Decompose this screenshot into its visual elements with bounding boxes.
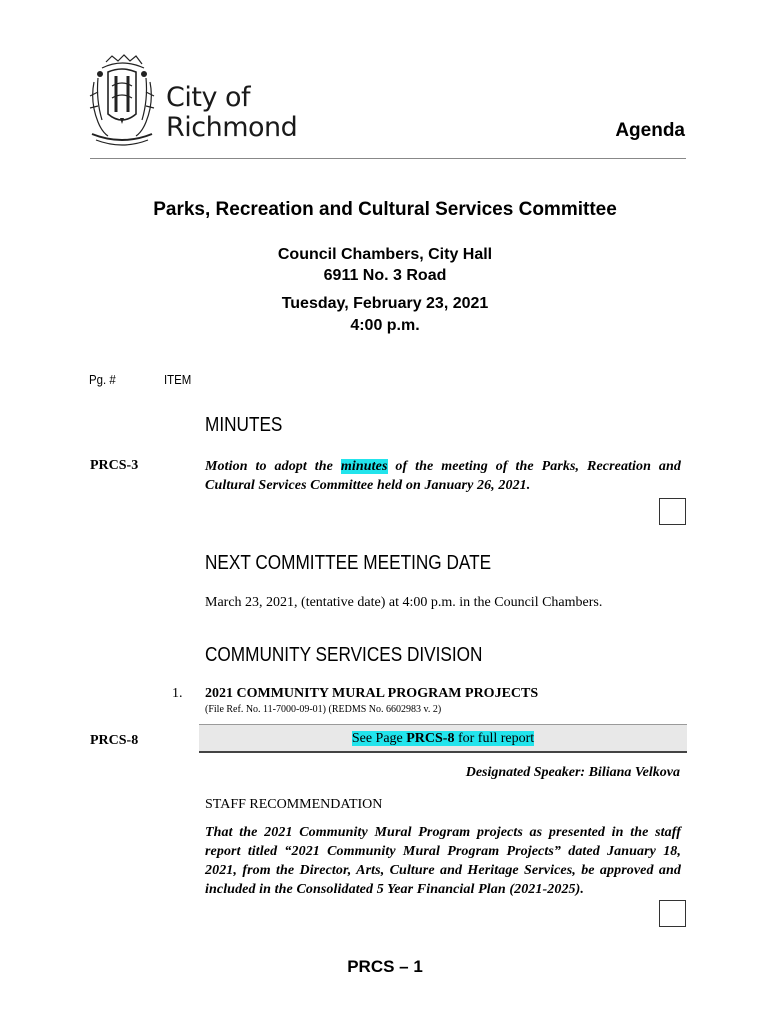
see-page-text: [352, 731, 534, 746]
minutes-heading: MINUTES: [205, 414, 283, 436]
motion-highlight-minutes: minutes: [340, 459, 388, 474]
committee-title: Parks, Recreation and Cultural Services Committee: [153, 199, 617, 220]
page-column-label: Pg. #: [89, 372, 116, 387]
see-page-suffix: for full report: [454, 731, 535, 746]
motion-text-after: of the meeting of the Parks, Recreation and Cultural Services Committee held on January 26, 2021.: [205, 459, 681, 493]
item-column-label: ITEM: [164, 372, 192, 387]
meeting-location-line1: Council Chambers, City Hall: [277, 246, 493, 263]
meeting-location-line2: 6911 No. 3 Road: [323, 267, 447, 284]
item-page-code: PRCS-8: [90, 733, 139, 748]
next-meeting-heading: NEXT COMMITTEE MEETING DATE: [205, 552, 492, 574]
staff-recommendation-text: That the 2021 Community Mural Program projects as presented in the staff report titled “2021 Community Mural Program Projects” dated January 18, 2021, from the Director, Arts, Culture and Heritage Services, be approved and included in the Consolidated 5 Year Financial Plan (2021-2025).: [205, 825, 681, 897]
see-page-code: PRCS-8: [406, 731, 455, 746]
minutes-motion: [205, 457, 681, 495]
item-number: 1.: [172, 686, 183, 701]
logo-text-richmond: Richmond: [166, 112, 298, 143]
designated-speaker: Designated Speaker: Biliana Velkova: [465, 765, 680, 780]
next-meeting-text: March 23, 2021, (tentative date) at 4:00 p.m. in the Council Chambers.: [205, 595, 603, 610]
see-page-banner: [199, 724, 687, 753]
motion-text-before: Motion to adopt the: [205, 459, 341, 474]
logo-text-city-of: City of: [166, 82, 251, 113]
page-footer: PRCS – 1: [347, 957, 423, 976]
see-page-prefix: See Page: [351, 731, 407, 746]
header-divider: [90, 158, 686, 159]
see-page-link[interactable]: [199, 725, 687, 753]
item-title: 2021 COMMUNITY MURAL PROGRAM PROJECTS: [205, 686, 539, 701]
minutes-page-code: PRCS-3: [90, 458, 139, 473]
document-type-heading: Agenda: [615, 120, 685, 141]
meeting-date: Tuesday, February 23, 2021: [281, 295, 489, 312]
city-crest-logo: [86, 52, 158, 148]
staff-recommendation-label: STAFF RECOMMENDATION: [205, 797, 383, 812]
division-heading: COMMUNITY SERVICES DIVISION: [205, 644, 483, 666]
meeting-time: 4:00 p.m.: [350, 317, 420, 334]
minutes-checkbox[interactable]: [659, 498, 686, 525]
item-file-reference: (File Ref. No. 11-7000-09-01) (REDMS No. 6602983 v. 2): [205, 704, 442, 715]
recommendation-checkbox[interactable]: [659, 900, 686, 927]
